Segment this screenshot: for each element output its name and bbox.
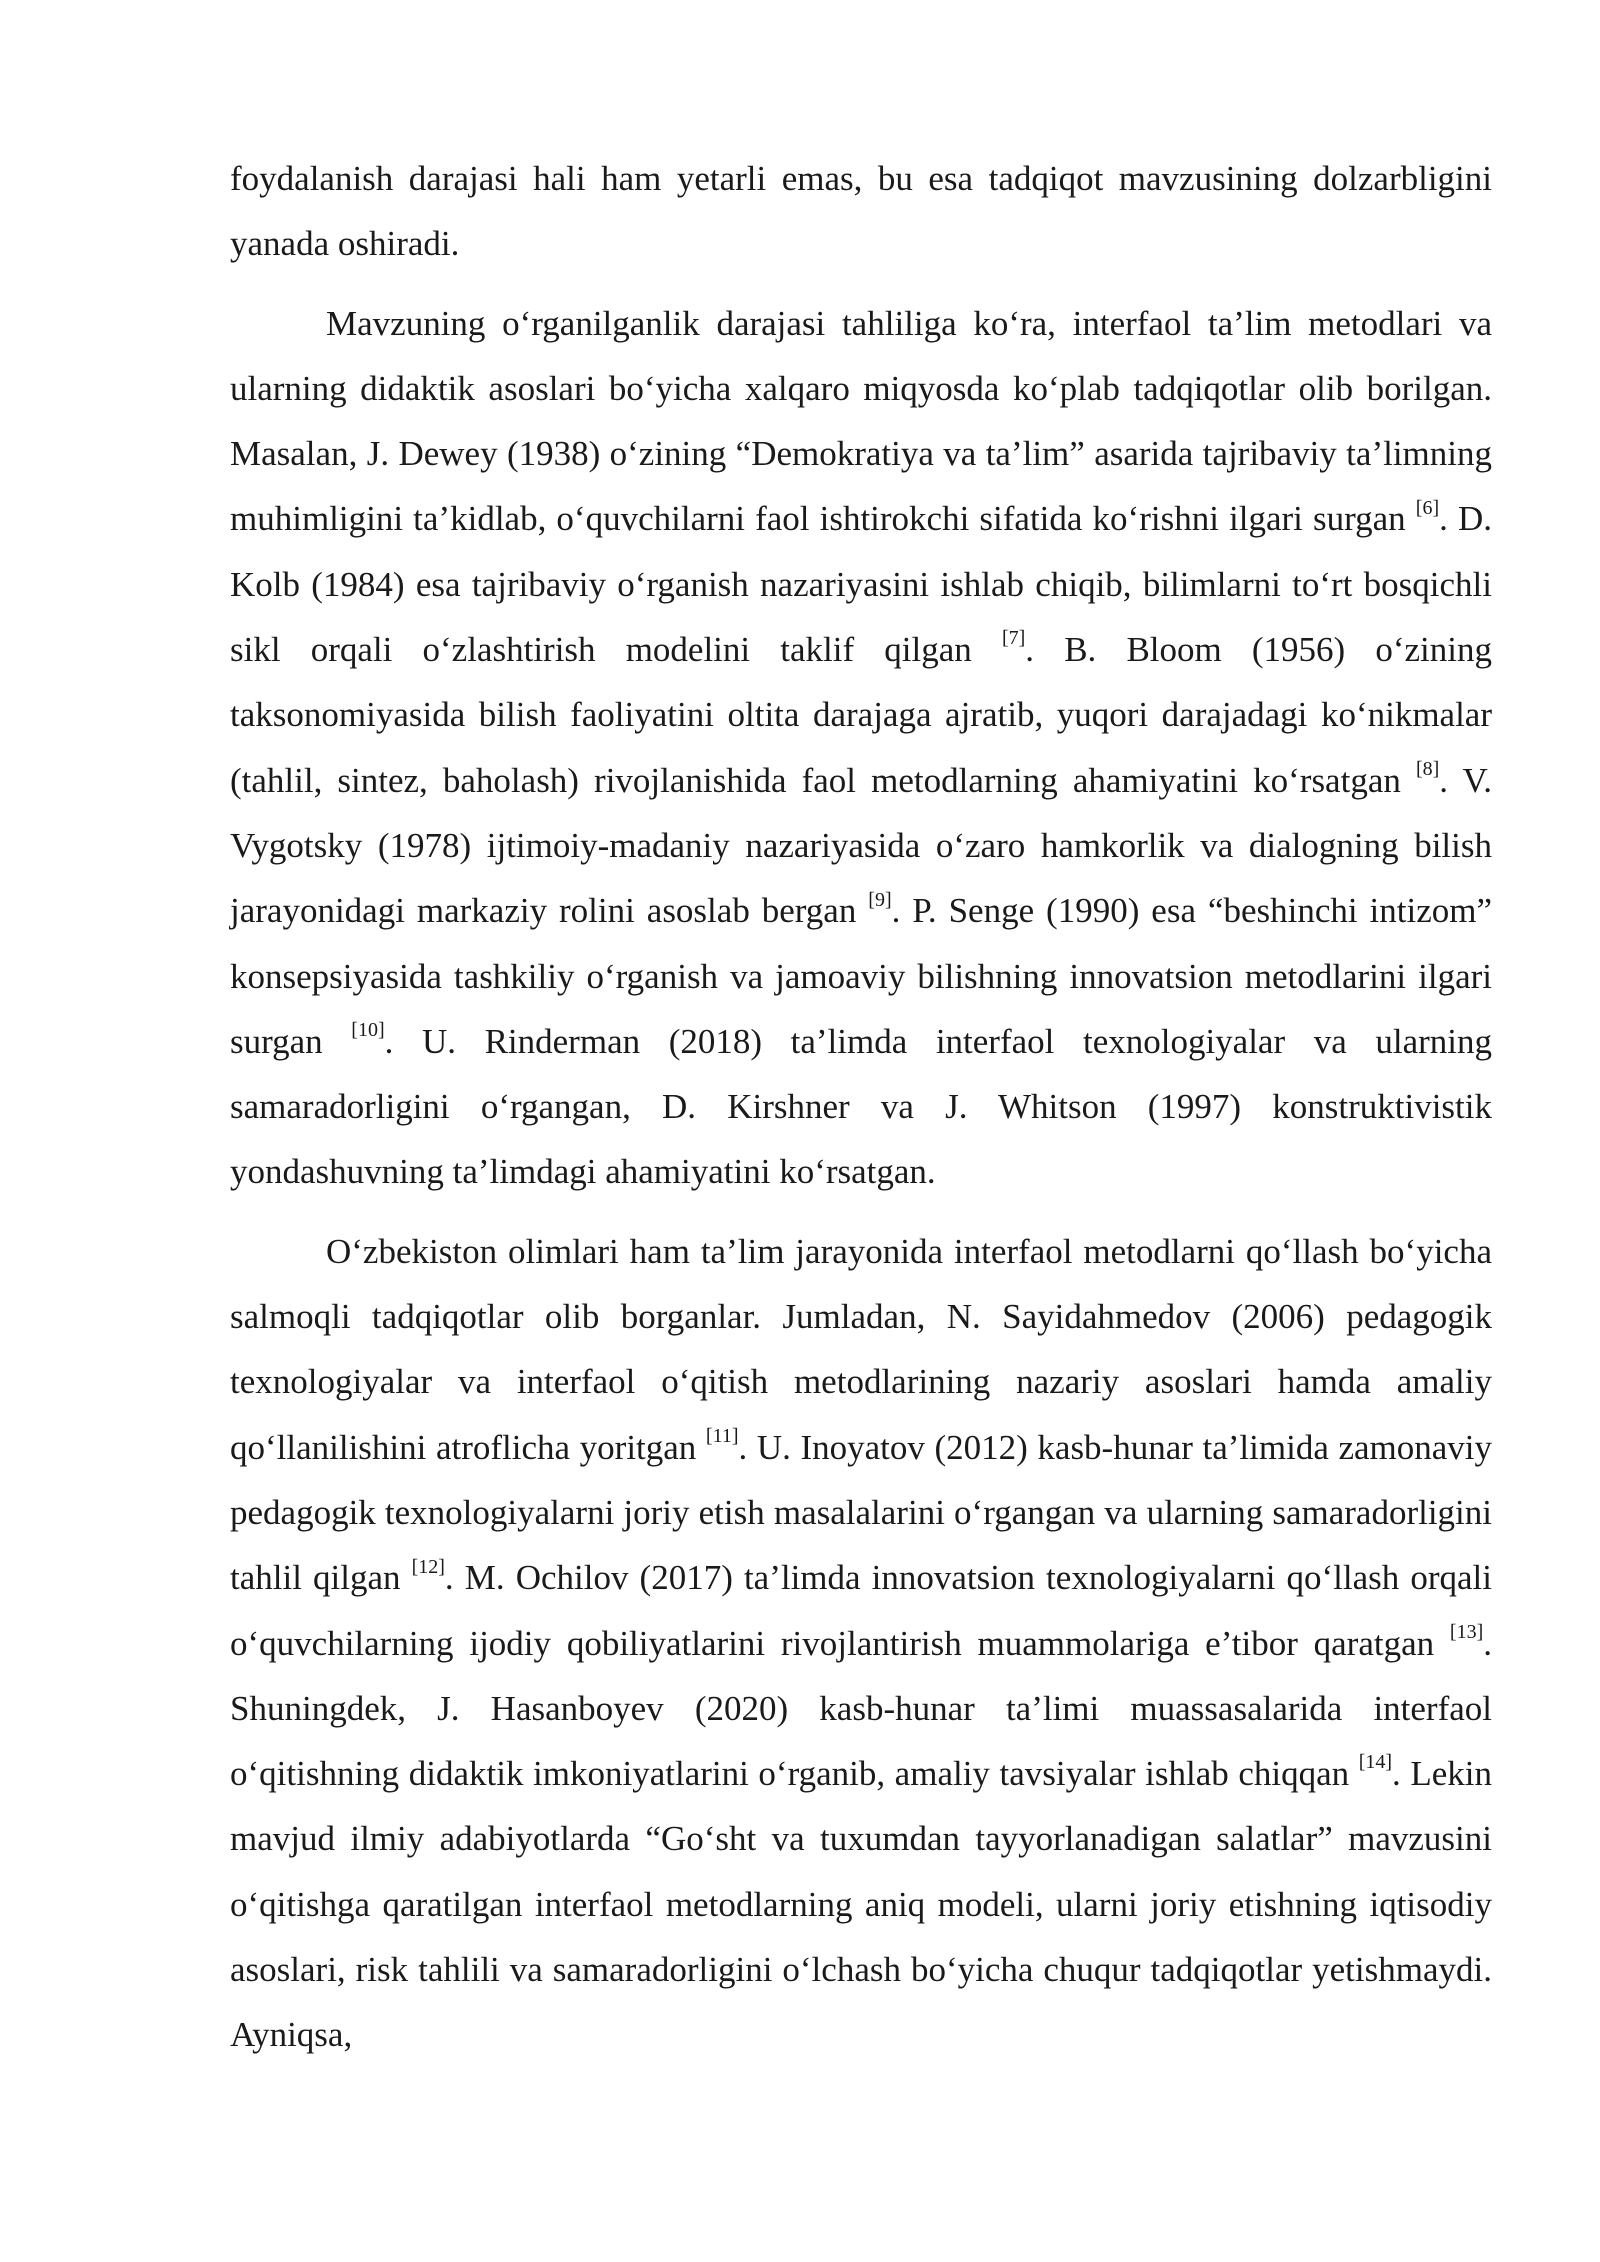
citation-ref-9: [9]	[868, 888, 892, 911]
citation-ref-14: [14]	[1358, 1751, 1393, 1774]
paragraph-text: O‘zbekiston olimlari ham ta’lim jarayonida interfaol metodlarni qo‘llash bo‘yicha salmoqli tadqiqotlar olib borganlar. Jumladan, N. Sayidahmedov (2006) pedagogik texnologiyalar va interfaol o‘qitish metodlarining nazariy asoslari hamda amaliy qo‘llanilishini atroflicha yoritgan	[230, 1231, 1492, 1467]
paragraph-literature-review-international	[230, 291, 1492, 1205]
citation-ref-8: [8]	[1415, 758, 1440, 781]
citation-ref-13: [13]	[1449, 1620, 1484, 1643]
paragraph-continuation	[230, 146, 1492, 277]
paragraph-literature-review-uzbekistan	[230, 1219, 1492, 2068]
citation-ref-10: [10]	[351, 1019, 385, 1042]
paragraph-text: foydalanish darajasi hali ham yetarli emas, bu esa tadqiqot mavzusining dolzarbligini yanada oshiradi.	[230, 159, 1492, 264]
citation-ref-11: [11]	[705, 1424, 739, 1447]
paragraph-text: Mavzuning o‘rganilganlik darajasi tahliliga ko‘ra, interfaol ta’lim metodlari va ularning didaktik asoslari bo‘yicha xalqaro miqyosda ko‘plab tadqiqotlar olib borilgan. Masalan, J. Dewey (1938) o‘zining “Demokratiya va ta’lim” asarida tajribaviy ta’limning muhimligini ta’kidlab, o‘quvchilarni faol ishtirokchi sifatida ko‘rishni ilgari surgan	[230, 303, 1492, 539]
document-body	[230, 146, 1492, 2068]
paragraph-text: . P. Senge (1990) esa “beshinchi intizom” konsepsiyasida tashkiliy o‘rganish va jamoaviy bilishning innovatsion metodlarini ilgari surgan	[230, 891, 1492, 1061]
paragraph-text: . Shuningdek, J. Hasanboyev (2020) kasb-hunar ta’limi muassasalarida interfaol o‘qitishning didaktik imkoniyatlarini o‘rganib, amaliy tavsiyalar ishlab chiqqan	[230, 1623, 1492, 1794]
paragraph-text: . V. Vygotsky (1978) ijtimoiy-madaniy nazariyasida o‘zaro hamkorlik va dialogning bilish jarayonidagi markaziy rolini asoslab bergan	[230, 760, 1492, 931]
paragraph-text: . D. Kolb (1984) esa tajribaviy o‘rganish nazariyasini ishlab chiqib, bilimlarni to‘rt bosqichli sikl orqali o‘zlashtirish modelini taklif qilgan	[230, 499, 1493, 670]
citation-ref-7: [7]	[1001, 627, 1026, 650]
paragraph-text: . U. Inoyatov (2012) kasb-hunar ta’limida zamonaviy pedagogik texnologiyalarni joriy etish masalalarini o‘rgangan va ularning samaradorligini tahlil qilgan	[230, 1427, 1493, 1598]
paragraph-text: . Lekin mavjud ilmiy adabiyotlarda “Go‘sht va tuxumdan tayyorlanadigan salatlar” mavzusini o‘qitishga qaratilgan interfaol metodlarning aniq modeli, ularni joriy etishning iqtisodiy asoslari, risk tahlili va samaradorligini o‘lchash bo‘yicha chuqur tadqiqotlar yetishmaydi. Ayniqsa,	[230, 1754, 1492, 2055]
paragraph-text: . M. Ochilov (2017) ta’limda innovatsion texnologiyalarni qo‘llash orqali o‘quvchilarning ijodiy qobiliyatlarini rivojlantirish muammolariga e’tibor qaratgan	[230, 1558, 1492, 1663]
paragraph-text: . B. Bloom (1956) o‘zining taksonomiyasida bilish faoliyatini oltita darajaga ajratib, yuqori darajadagi ko‘nikmalar (tahlil, sintez, baholash) rivojlanishida faol metodlarning ahamiyatini ko‘rsatgan	[230, 630, 1492, 800]
citation-ref-6: [6]	[1415, 496, 1440, 519]
paragraph-text: . U. Rinderman (2018) ta’limda interfaol texnologiyalar va ularning samaradorligini o‘rgangan, D. Kirshner va J. Whitson (1997) konstruktivistik yondashuvning ta’limdagi ahamiyatini ko‘rsatgan.	[230, 1021, 1492, 1192]
citation-ref-12: [12]	[411, 1555, 445, 1578]
